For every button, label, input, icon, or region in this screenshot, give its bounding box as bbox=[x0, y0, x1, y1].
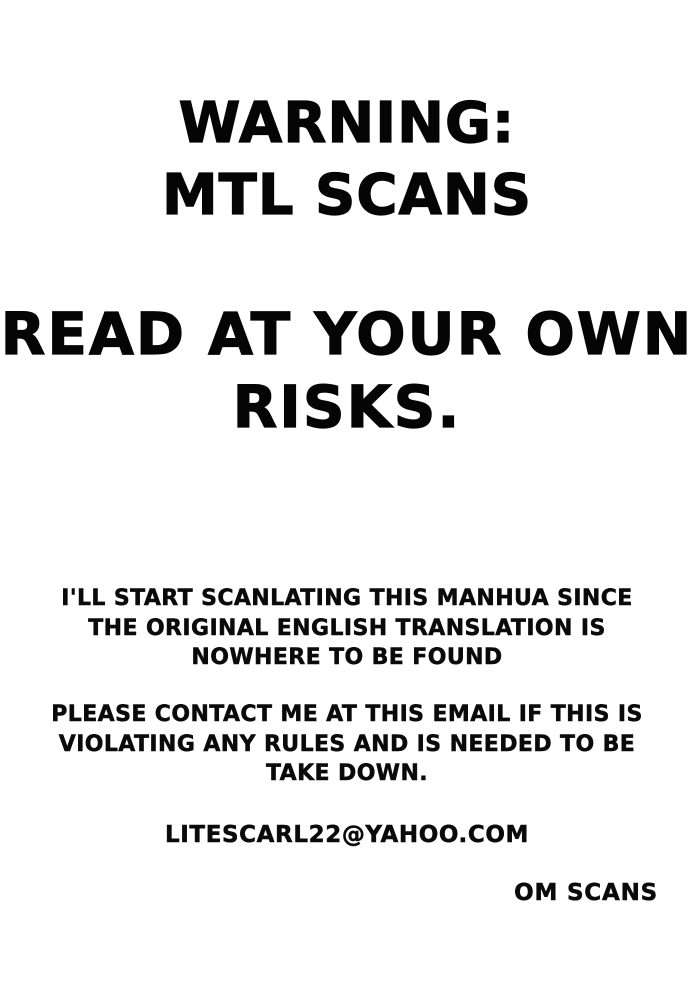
warning-subtitle-line-1: READ AT YOUR OWN bbox=[0, 300, 694, 368]
scanlation-group-signature: OM SCANS bbox=[514, 880, 658, 906]
warning-title-line-2: MTL SCANS bbox=[161, 163, 533, 228]
scanlation-note-paragraph: I'LL START SCANLATING THIS MANHUA SINCE THE ORIGINAL ENGLISH TRANSLATION IS NOWHERE TO BE FOUND bbox=[61, 586, 633, 671]
warning-title-line-1: WARNING: bbox=[178, 91, 516, 156]
contact-email: LITESCARL22@YAHOO.COM bbox=[165, 822, 529, 848]
warning-subtitle-line-2: RISKS. bbox=[232, 373, 462, 441]
takedown-request-paragraph: PLEASE CONTACT ME AT THIS EMAIL IF THIS IS VIOLATING ANY RULES AND IS NEEDED TO BE TAKE DOWN. bbox=[51, 702, 643, 787]
